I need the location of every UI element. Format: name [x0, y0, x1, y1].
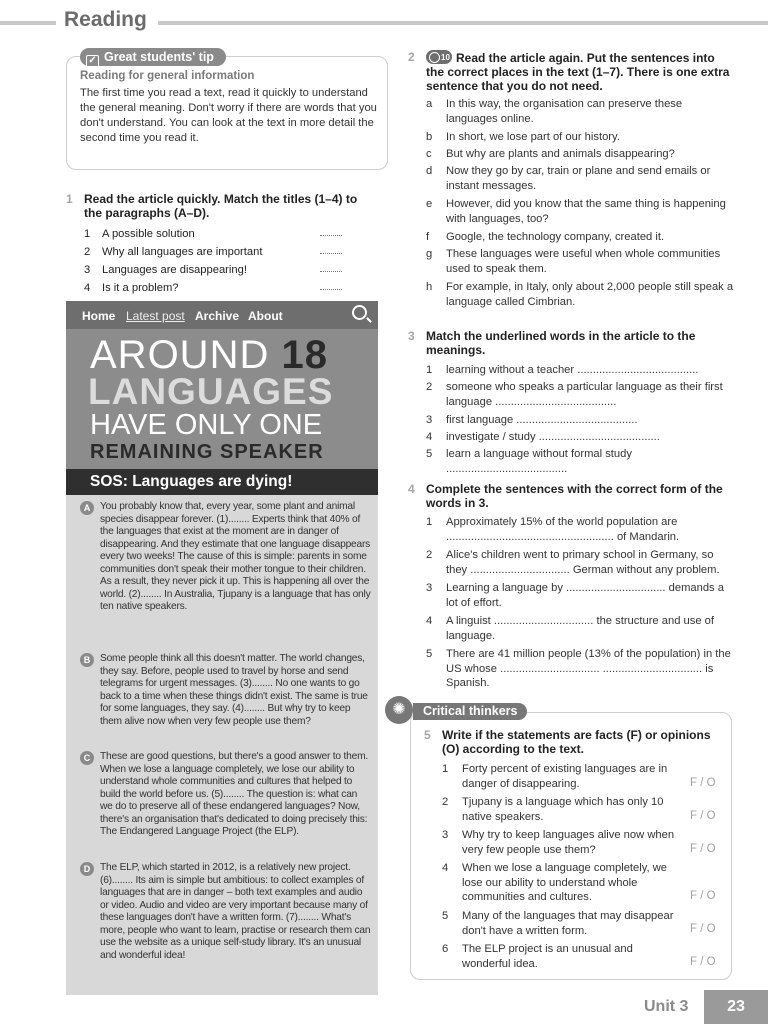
article-navbar	[66, 301, 378, 329]
nav-about[interactable]: About	[248, 309, 283, 323]
tip-body: The first time you read a text, read it quickly to understand the general meaning. Don't worry if there are words that you don't understand. You can look at the text in more detail the second time you read it.	[80, 87, 377, 144]
list-item: 3 Learning a language by ................................ demands a lot of effort.	[426, 582, 724, 609]
list-item: 6 The ELP project is an unusual and wonderful idea.	[442, 943, 633, 970]
paragraph-d: The ELP, which started in 2012, is a relatively new project. (6)........ Its aim is simple but ambitious: to collect examples of languages that are in danger – both text examples and audio or video. Audio and video are very important because many of these languages don't have a written form. (7)........ What's more, people who want to learn, practise or research them can use the website as a unique self-study library. It's an unusual and wonderful idea!	[100, 862, 371, 961]
list-item: 2 someone who speaks a particular language as their first language .......................................	[426, 381, 723, 408]
article-hero	[66, 329, 378, 469]
list-item: 4 investigate / study .......................................	[426, 431, 660, 443]
answer-blank[interactable]	[320, 253, 342, 254]
ex5-list	[442, 762, 682, 975]
paragraph-letter-c: C	[80, 751, 94, 765]
ex5-number: 5	[424, 728, 431, 742]
ex1-list	[84, 225, 344, 297]
answer-blank[interactable]	[320, 289, 342, 290]
list-item: 2 Alice's children went to primary school in Germany, so they ................................ German without any problem.	[426, 549, 720, 576]
ex1-title: Read the article quickly. Match the titles (1–4) to the paragraphs (A–D).	[84, 192, 358, 220]
article-banner: SOS: Languages are dying!	[66, 469, 378, 495]
search-icon[interactable]	[352, 305, 367, 320]
list-item: b In short, we lose part of our history.	[426, 131, 620, 143]
audio-icon[interactable]: 10	[426, 50, 452, 64]
hero-line-2: LANGUAGES	[88, 371, 334, 412]
nav-latest-post[interactable]: Latest post	[126, 309, 185, 323]
ex3-list	[426, 363, 736, 475]
list-item: 3 first language .......................................	[426, 414, 638, 426]
paragraph-letter-a: A	[80, 501, 94, 515]
list-item: 4 Is it a problem?	[84, 279, 344, 297]
list-item: 3 Why try to keep languages alive now when very few people use them?	[442, 829, 675, 856]
paragraph-b: Some people think all this doesn't matter. The world changes, they say. Before, people used to travel by horse and send telegrams for urgent messages. (3)........ No one wants to go back to a time when these things didn't exist. The same is true for some languages, they say. (4)........ But why try to keep them alive now when very few people use them?	[100, 653, 368, 727]
list-item: 5 There are 41 million people (13% of the population) in the US whose ................................ ................................ is Spanish.	[426, 648, 731, 689]
check-icon: ✓	[86, 55, 99, 68]
gear-icon: ✺	[385, 696, 413, 724]
fact-opinion-choice-5[interactable]: F / O	[690, 923, 716, 935]
article-panel	[66, 301, 378, 995]
list-item: e However, did you know that the same thing is happening with languages, too?	[426, 198, 726, 225]
list-item: 4 When we lose a language completely, we lose our ability to understand whole communities and cultures.	[442, 862, 668, 903]
tip-badge	[80, 48, 226, 66]
ex4-title: Complete the sentences with the correct form of the words in 3.	[426, 482, 723, 510]
tip-badge-label: Great students' tip	[104, 50, 214, 64]
paragraph-c: These are good questions, but there's a good answer to them. When we lose a language completely, we lose our ability to understand whole communities and cultures that helped to build the world before us. (5)........ The question is: what can we do to preserve all of these endangered languages? Now, there's an organisation that's dedicated to doing precisely this: The Endangered Language Project (the ELP).	[100, 751, 369, 837]
fact-opinion-choice-1[interactable]: F / O	[690, 777, 716, 789]
fact-opinion-choice-6[interactable]: F / O	[690, 956, 716, 968]
ex3-number: 3	[408, 329, 415, 343]
fact-opinion-choice-2[interactable]: F / O	[690, 810, 716, 822]
ex4-list	[426, 515, 736, 689]
list-item: 1 A possible solution	[84, 225, 344, 243]
list-item: 5 learn a language without formal study .......................................	[426, 448, 632, 475]
nav-archive[interactable]: Archive	[195, 309, 240, 323]
list-item: 1 Forty percent of existing languages are in danger of disappearing.	[442, 763, 668, 790]
list-item: 2 Why all languages are important	[84, 243, 344, 261]
fact-opinion-choice-4[interactable]: F / O	[690, 890, 716, 902]
ex1-number: 1	[66, 192, 73, 206]
page-title: Reading	[64, 8, 147, 31]
list-item: 4 A linguist ................................ the structure and use of language.	[426, 615, 714, 642]
hero-line-3: HAVE ONLY ONE	[90, 409, 323, 441]
list-item: a In this way, the organisation can preserve these languages online.	[426, 98, 683, 125]
ex4-number: 4	[408, 482, 415, 496]
list-item: 3 Languages are disappearing!	[84, 261, 344, 279]
ex3-title: Match the underlined words in the article to the meanings.	[426, 329, 696, 357]
ex2-number: 2	[408, 50, 415, 64]
list-item: d Now they go by car, train or plane and send emails or instant messages.	[426, 165, 711, 192]
tip-subtitle: Reading for general information	[80, 70, 255, 82]
hero-line-1: AROUND 18	[90, 333, 328, 377]
answer-blank[interactable]	[320, 271, 342, 272]
list-item: c But why are plants and animals disappearing?	[426, 148, 675, 160]
page-number: 23	[704, 990, 768, 1024]
paragraph-letter-b: B	[80, 653, 94, 667]
unit-label: Unit 3	[644, 998, 689, 1015]
paragraph-letter-d: D	[80, 862, 94, 876]
list-item: 5 Many of the languages that may disappear don't have a written form.	[442, 910, 674, 937]
header-left-bar	[0, 21, 56, 25]
list-item: g These languages were useful when whole communities used to speak them.	[426, 248, 721, 275]
list-item: 2 Tjupany is a language which has only 10 native speakers.	[442, 796, 664, 823]
page-header	[0, 8, 768, 38]
header-right-bar	[158, 21, 768, 25]
list-item: f Google, the technology company, created it.	[426, 231, 665, 243]
ex2-title: 10 Read the article again. Put the sentences into the correct places in the text (1–7). There is one extra sentence that you do not need.	[426, 51, 730, 93]
nav-home[interactable]: Home	[82, 309, 116, 323]
list-item: h For example, in Italy, only about 2,000 people still speak a language called Cimbrian.	[426, 281, 734, 308]
ex5-title: Write if the statements are facts (F) or opinions (O) according to the text.	[442, 728, 711, 756]
paragraph-a: You probably know that, every year, some plant and animal species disappear forever. (1)........ Experts think that 40% of the languages that exist at the moment are in danger of disappearing. And they estimate that one language disappears every two weeks! The cause of this is simple: parents in some communities don't speak their mother tongue to their children. As a result, they never pick it up. This is happening all over the world. (2)........ In Australia, Tjupany is a language that has only ten native speakers.	[100, 501, 371, 612]
answer-blank[interactable]	[320, 235, 342, 236]
critical-thinkers-label: Critical thinkers	[413, 703, 527, 720]
ex2-list	[426, 97, 736, 313]
fact-opinion-choice-3[interactable]: F / O	[690, 843, 716, 855]
list-item: 1 Approximately 15% of the world population are ...................................................... of Mandarin.	[426, 516, 680, 543]
hero-line-4: REMAINING SPEAKER	[90, 441, 324, 463]
list-item: 1 learning without a teacher .......................................	[426, 364, 699, 376]
